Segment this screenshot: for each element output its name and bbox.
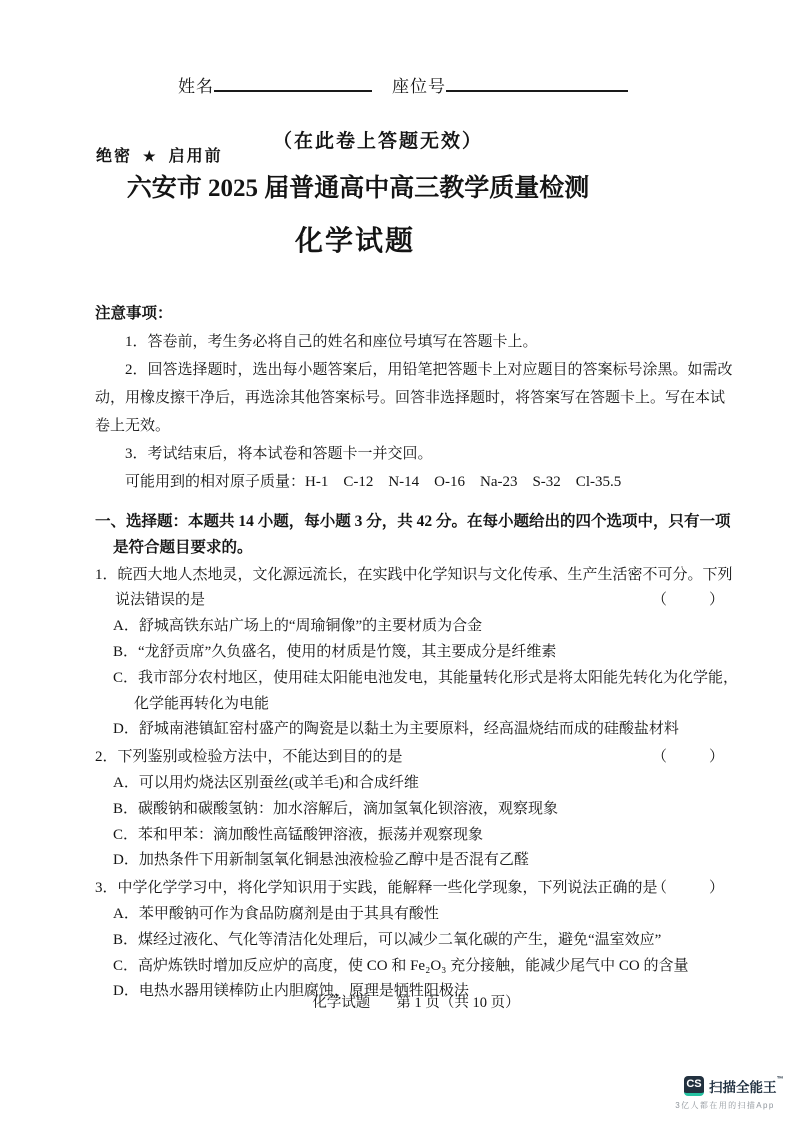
question-1: [95, 563, 740, 744]
footer-paper-label: 化学试题: [312, 995, 371, 1011]
name-blank-line: [214, 75, 372, 92]
question-option-d: D．舒城南港镇缸窑村盛产的陶瓷是以黏土为主要原料，经高温烧结而成的硅酸盐材料: [113, 721, 679, 738]
seat-label: 座位号: [392, 77, 446, 96]
invalid-notice: （在此卷上答题无效）: [272, 131, 483, 152]
question-option-a: A．苯甲酸钠可作为食品防腐剂是由于其具有酸性: [113, 905, 439, 922]
secrecy-row: [96, 143, 223, 166]
question-option-b: B．碳酸钠和碳酸氢钠：加水溶解后，滴加氢氧化钡溶液，观察现象: [113, 800, 559, 817]
name-label: 姓名: [178, 77, 214, 96]
paper-title: 化学试题: [294, 226, 415, 257]
question-option-a: A．可以用灼烧法区别蚕丝(或羊毛)和合成纤维: [113, 774, 419, 791]
camscanner-watermark: [664, 1076, 786, 1111]
question-stem-text: 皖西大地人杰地灵，文化源远流长，在实践中化学知识与文化传承、生产生活密不可分。下列说法错误的是: [115, 566, 733, 609]
question-option-d: D．电热水器用镁棒防止内胆腐蚀，原理是牺牲阳极法: [113, 983, 469, 1000]
question-2: [95, 745, 740, 874]
stage-label: 启用前: [168, 148, 223, 165]
camscanner-brand-row: [664, 1076, 786, 1096]
star-icon: ★: [143, 150, 158, 165]
camscanner-logo-icon: CS: [684, 1076, 704, 1096]
answer-bracket: （ ）: [651, 880, 728, 897]
trademark-symbol: ™: [776, 1076, 784, 1083]
question-stem: [95, 563, 740, 615]
question-option-c: C．苯和甲苯：滴加酸性高锰酸钾溶液，振荡并观察现象: [113, 826, 484, 843]
answer-bracket: （ ）: [651, 592, 728, 609]
question-option-c: C．高炉炼铁时增加反应炉的高度，使 CO 和 Fe₂O₃ 充分接触，能减少尾气中 CO 的含量: [113, 957, 689, 974]
question-number: 3．: [95, 880, 118, 897]
question-option-b: B．煤经过液化、气化等清洁化处理后，可以减少二氧化碳的产生，避免“温室效应”: [113, 931, 662, 948]
question-stem-text: 中学化学学习中，将化学知识用于实践，能解释一些化学现象，下列说法正确的是: [117, 880, 658, 897]
secrecy-label: 绝密: [96, 148, 133, 165]
notice-block: [95, 300, 737, 496]
question-stem-text: 下列鉴别或检验方法中，不能达到目的的是: [117, 749, 403, 766]
page-footer: [95, 991, 737, 1012]
question-stem: [95, 745, 740, 771]
question-section: [95, 509, 740, 1007]
camscanner-brand-name: [709, 1076, 784, 1096]
notice-heading: 注意事项：: [95, 305, 173, 322]
header-fill-row: [178, 72, 628, 97]
question-option-b: B．“龙舒贡席”久负盛名，使用的材质是竹篾，其主要成分是纤维素: [113, 643, 557, 660]
question-number: 2．: [95, 749, 118, 766]
question-option-c: C．我市部分农村地区，使用硅太阳能电池发电，其能量转化形式是将太阳能先转化为化学能，化学能再转化为电能: [113, 669, 739, 712]
seat-blank-line: [446, 75, 628, 92]
notice-item-2: 2．回答选择题时，选出每小题答案后，用铅笔把答题卡上对应题目的答案标号涂黑。如需改动，用橡皮擦干净后，再选涂其他答案标号。回答非选择题时，将答案写在答题卡上。写在本试卷上无效。: [95, 362, 733, 434]
question-option-d: D．加热条件下用新制氢氧化铜悬浊液检验乙醇中是否混有乙醛: [113, 852, 529, 869]
exam-title: 六安市 2025 届普通高中高三教学质量检测: [126, 175, 590, 202]
answer-bracket: （ ）: [651, 749, 728, 766]
question-3: [95, 876, 740, 1005]
camscanner-brand-text: 扫描全能王: [709, 1080, 777, 1095]
question-stem: [95, 876, 740, 902]
question-option-a: A．舒城高铁东站广场上的“周瑜铜像”的主要材质为合金: [113, 618, 483, 635]
notice-item-3: 3．考试结束后，将本试卷和答题卡一并交回。: [125, 446, 433, 462]
atomic-mass-line: 可能用到的相对原子质量：H-1 C-12 N-14 O-16 Na-23 S-32 Cl-35.5: [125, 474, 622, 490]
footer-page-info: 第 1 页（共 10 页）: [396, 995, 520, 1011]
notice-item-1: 1．答卷前，考生务必将自己的姓名和座位号填写在答题卡上。: [125, 334, 538, 350]
question-number: 1．: [95, 566, 118, 583]
section-heading: 一、选择题：本题共 14 小题，每小题 3 分，共 42 分。在每小题给出的四个选项中，只有一项是符合题目要求的。: [95, 513, 731, 556]
camscanner-tagline: 3亿人都在用的扫描App: [675, 1101, 775, 1110]
